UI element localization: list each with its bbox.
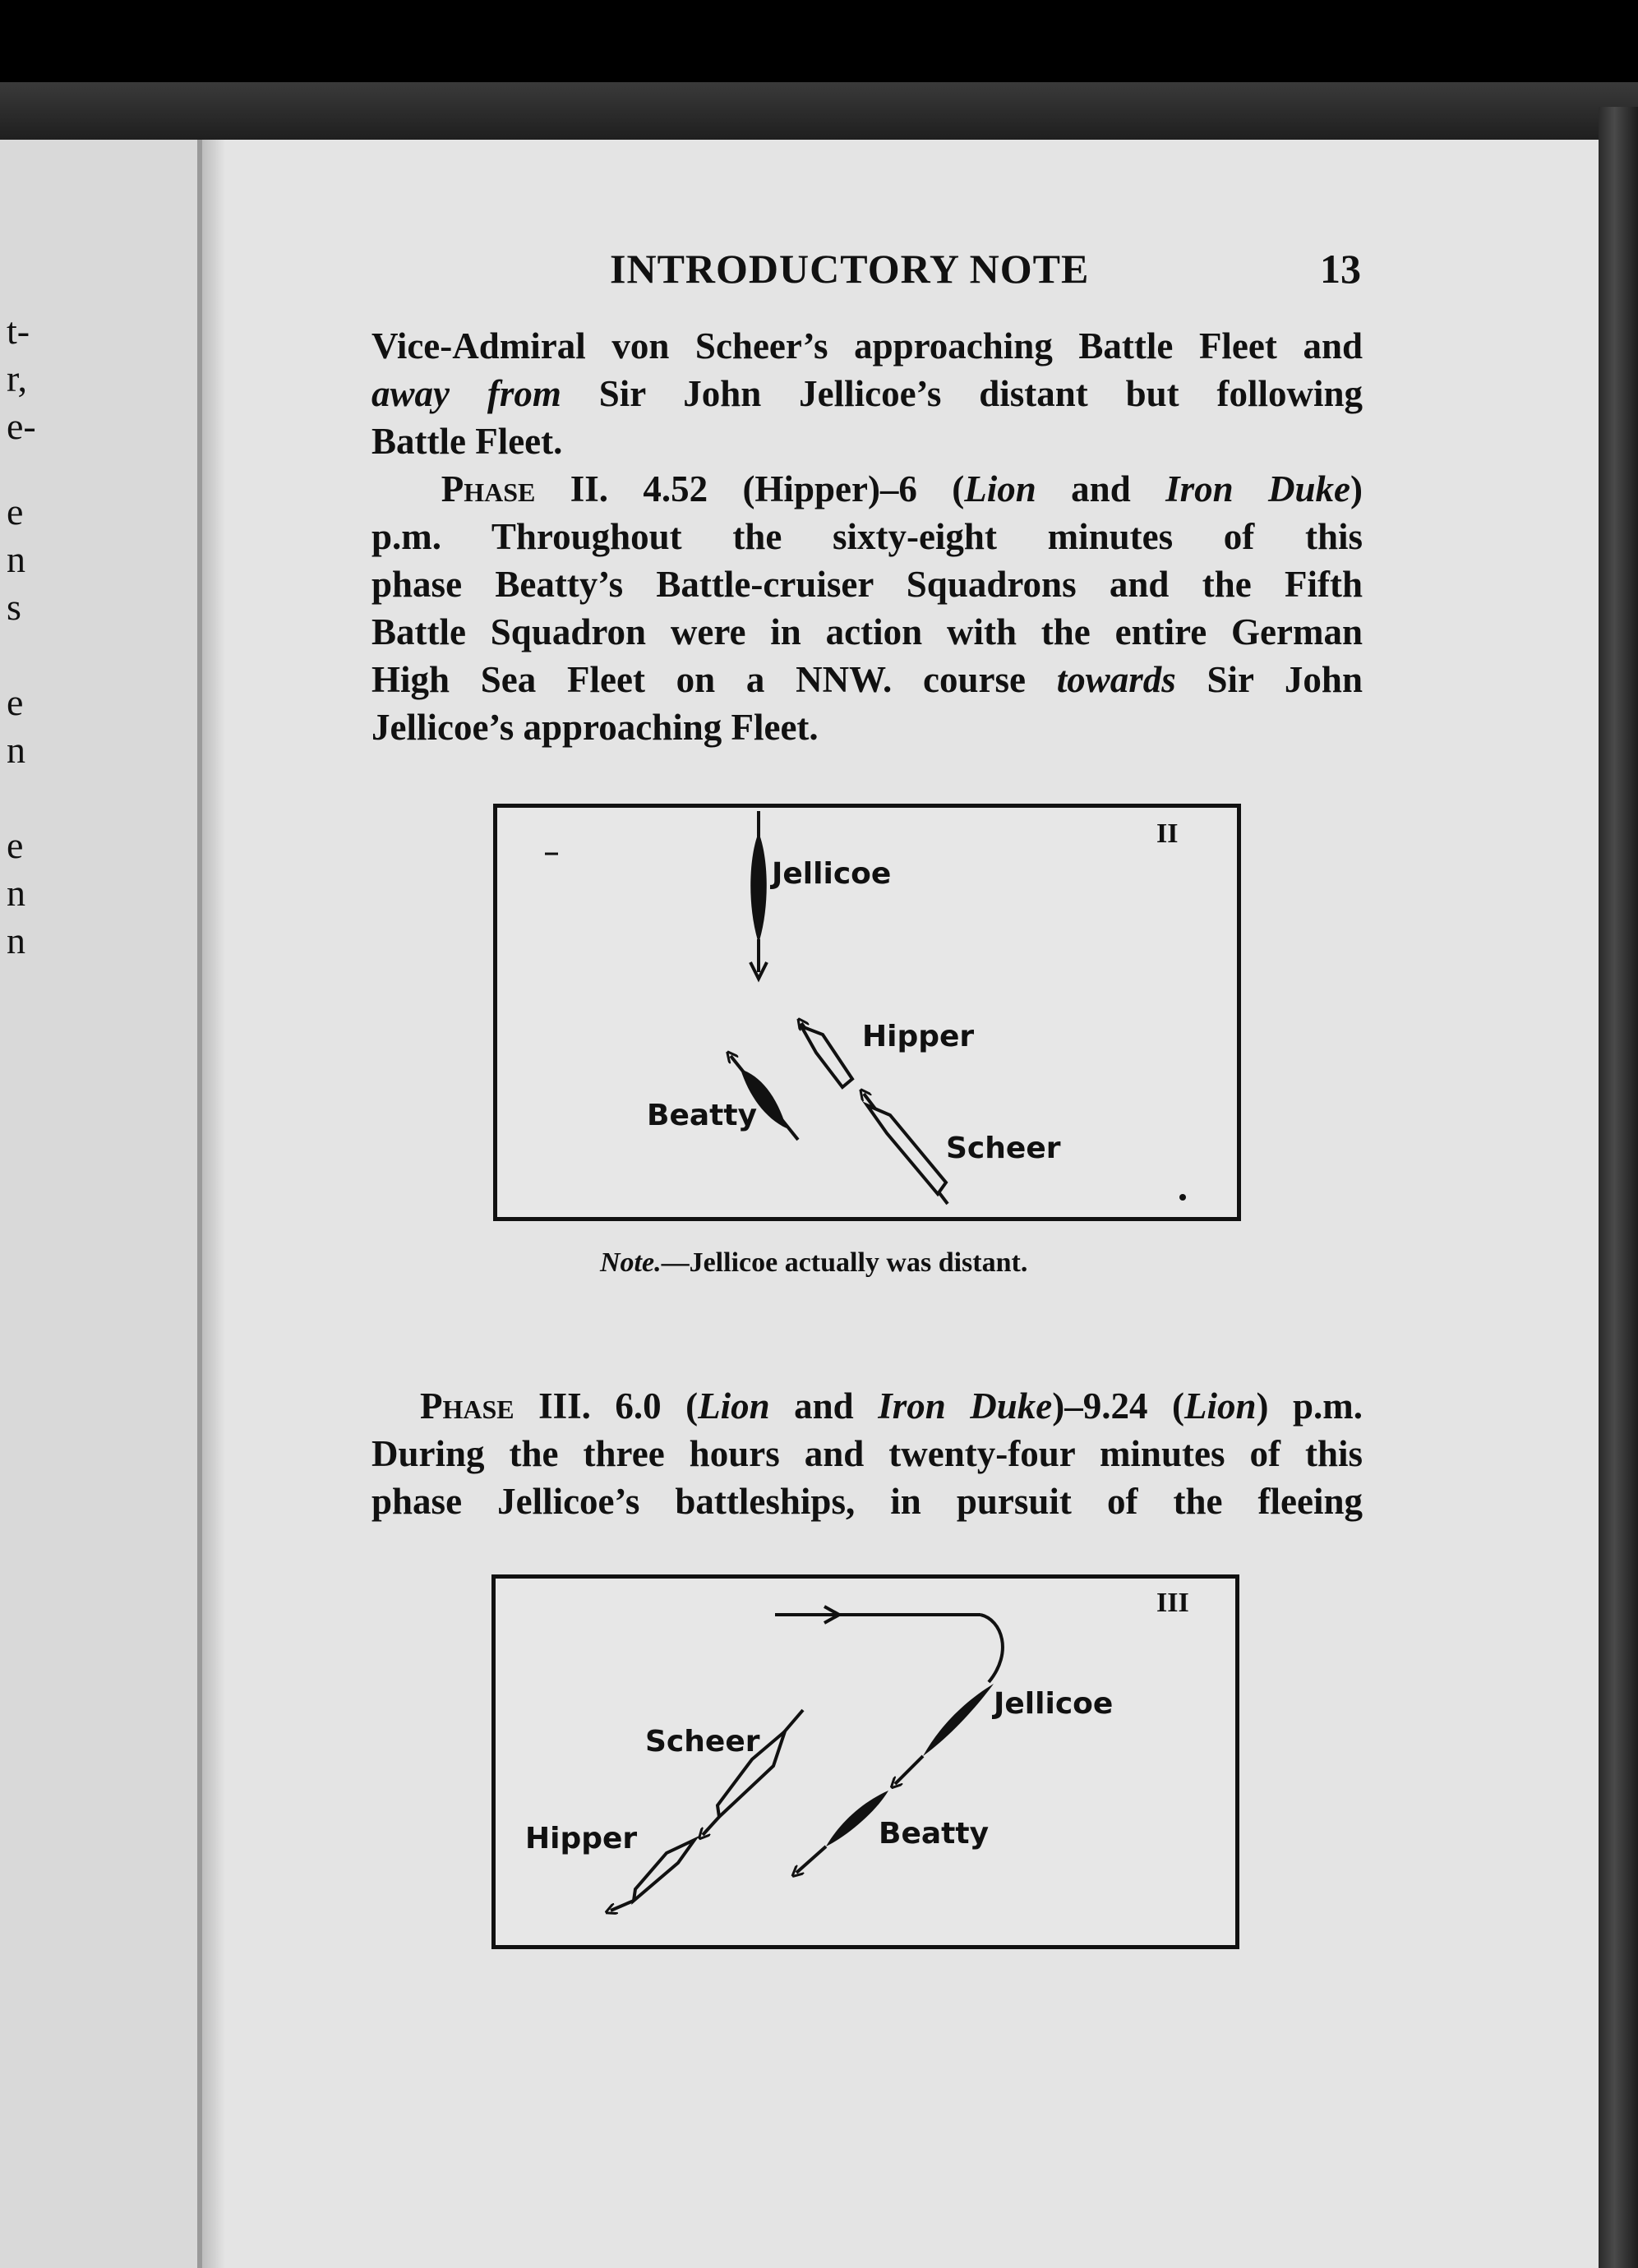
text-run: and [769,1385,879,1427]
text-run: ) [1350,468,1363,509]
text-line: phase Jellicoe’s battleships, in pursuit of the fleeing [371,1481,1363,1522]
text-line: Jellicoe’s approaching Fleet. [371,707,819,748]
hipper-fleet-marker [801,1023,852,1087]
text-run: Sir John [1175,659,1363,700]
left-page-fragment: e [7,491,24,532]
italic-text: Lion [1184,1385,1257,1427]
figure-number: III [1156,1588,1189,1618]
left-page-fragment: n [7,729,25,771]
text-run: Sir John Jellicoe’s distant but following [561,373,1363,414]
phase-heading: Phase III. [419,1385,591,1427]
beatty-fleet-marker [796,1791,888,1873]
left-page-fragment: r, [7,357,27,399]
figure-number: II [1156,818,1179,849]
left-page-fragment: e [7,824,24,866]
italic-text: away from [371,373,561,414]
text-line: p.m. Throughout the sixty-eight minutes of this [371,516,1363,557]
book-cover-right-edge [1599,107,1638,2268]
left-page-fragment: t- [7,310,30,352]
figure-caption [600,1247,1027,1279]
label-hipper: Hipper [525,1822,638,1855]
text-line: During the three hours and twenty-four minutes of this [371,1433,1363,1474]
label-scheer: Scheer [645,1725,760,1759]
left-page-fragment: n [7,538,25,580]
label-beatty: Beatty [647,1099,758,1132]
text-run: 6.0 ( [590,1385,699,1427]
paragraph-phase-one-end [371,322,1363,465]
text-run: and [1036,468,1166,509]
text-line: Battle Fleet. [371,421,563,462]
text-run: High Sea Fleet on a NNW. course [371,659,1057,700]
label-jellicoe: Jellicoe [772,857,892,891]
paragraph-phase-three [371,1382,1363,1525]
page-gutter-shadow [202,140,225,2268]
phase-heading: Phase II. [441,468,608,509]
text-line: phase Beatty’s Battle-cruiser Squadrons and the Fifth [371,564,1363,605]
diagram-phase-three [491,1574,1239,1949]
left-page-fragment: e- [7,405,36,447]
stray-dot [1179,1194,1186,1201]
text-line [371,656,1363,703]
running-head: INTRODUCTORY NOTE [610,246,1090,292]
italic-text: Lion [964,468,1036,509]
italic-text: towards [1056,659,1176,700]
caption-italic: Note. [600,1247,662,1278]
italic-text: Iron Duke [878,1385,1053,1427]
label-scheer: Scheer [946,1132,1061,1165]
italic-text: Iron Duke [1165,468,1351,509]
scheer-fleet-marker [864,1094,948,1204]
label-beatty: Beatty [879,1817,990,1851]
left-page-fragment: s [7,586,21,628]
book-cover-top-edge [0,82,1638,148]
text-line [371,465,1363,513]
diagram-phase-two-drawing [497,808,1237,1217]
diagram-phase-two [493,804,1241,1221]
label-hipper: Hipper [862,1020,975,1053]
jellicoe-fleet-marker [775,1606,1003,1784]
text-line [371,1382,1363,1430]
page-number: 13 [1320,246,1361,292]
text-run: ) p.m. [1256,1385,1363,1427]
left-page-fragment: n [7,920,25,961]
text-line: Battle Squadron were in action with the entire German [371,611,1363,652]
diagram-phase-three-drawing [496,1579,1235,1945]
text-run: 4.52 (Hipper)–6 ( [607,468,965,509]
left-page-fragment: e [7,681,24,723]
text-run: )–9.24 ( [1052,1385,1184,1427]
jellicoe-fleet-marker [750,811,767,979]
label-jellicoe: Jellicoe [994,1687,1114,1721]
text-line [371,370,1363,417]
left-page-fragment: n [7,872,25,914]
italic-text: Lion [698,1385,770,1427]
paragraph-phase-two [371,465,1363,751]
left-page-edge [0,140,202,2268]
text-line: Vice-Admiral von Scheer’s approaching Battle Fleet and [371,325,1363,366]
book-page [202,140,1599,2268]
caption-text: —Jellicoe actually was distant. [661,1247,1028,1278]
